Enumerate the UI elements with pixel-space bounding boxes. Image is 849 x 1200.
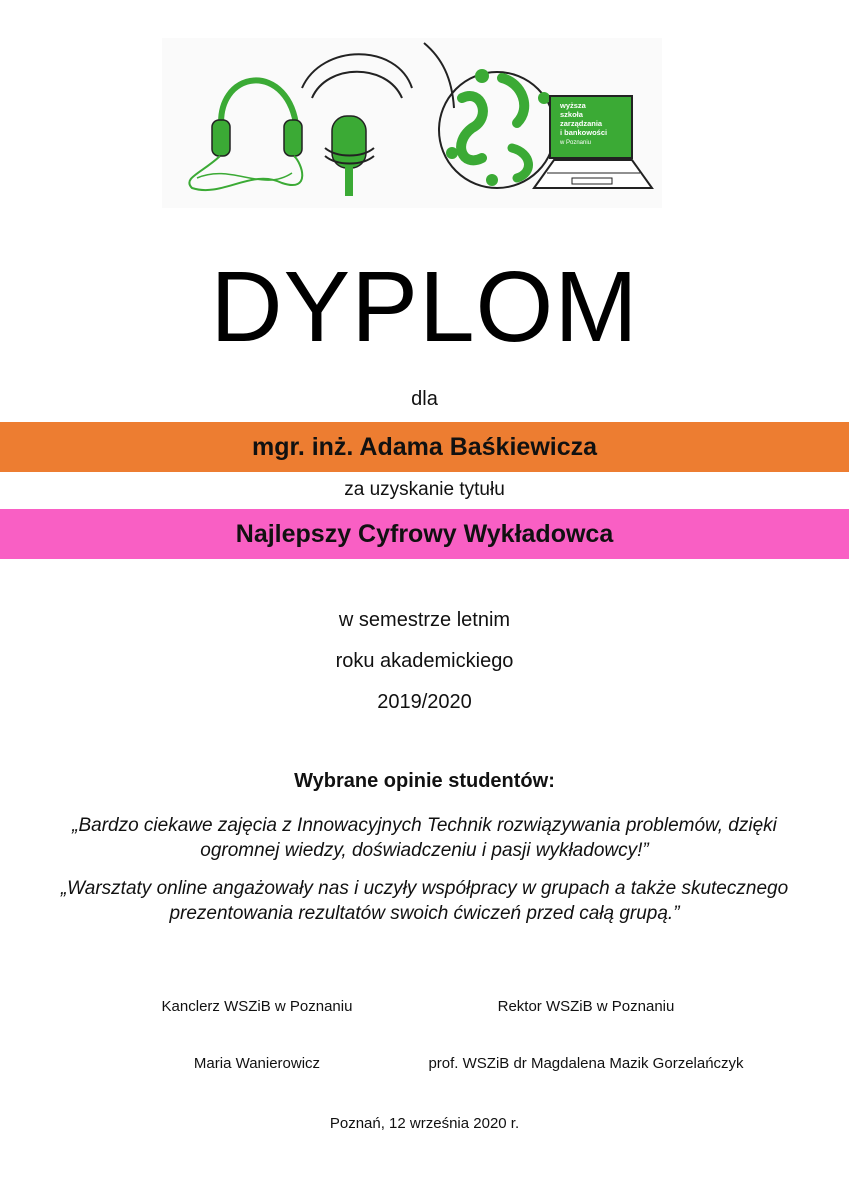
laptop-icon: [534, 96, 652, 188]
diploma-title: DYPLOM: [210, 251, 639, 363]
logo-text-line-2: szkoła: [560, 110, 583, 119]
recipient-band: [0, 422, 849, 472]
header-illustration: [162, 38, 662, 208]
for-title-label: za uzyskanie tytułu: [344, 479, 505, 500]
recipient-name: mgr. inż. Adama Baśkiewicza: [251, 432, 598, 461]
logo-text-line-1: wyższa: [560, 101, 586, 110]
award-title: Najlepszy Cyfrowy Wykładowca: [235, 519, 614, 548]
headphones-icon: [189, 80, 302, 190]
quote-2-line-2: prezentowania rezultatów swoich ćwiczeń przed całą grupą.”: [169, 903, 680, 924]
quote-1-line-1: „Bardzo ciekawe zajęcia z Innowacyjnych Technik rozwiązywania problemów, dzięki: [72, 815, 777, 836]
academic-year: 2019/2020: [377, 691, 472, 713]
header-illustration-svg: [162, 38, 662, 208]
logo-text-line-4: i bankowości: [560, 128, 608, 137]
globe-icon: [439, 69, 555, 188]
microphone-icon: [302, 43, 454, 196]
award-band: [0, 509, 849, 559]
signature-left-role: Kanclerz WSZiB w Poznaniu: [161, 998, 353, 1015]
quote-2-line-1: „Warsztaty online angażowały nas i uczyły współpracy w grupach a także skutecznego: [60, 878, 789, 899]
signature-left-name: Maria Wanierowicz: [193, 1055, 321, 1072]
logo-text-line-3: zarządzania: [560, 119, 603, 128]
place-date: Poznań, 12 września 2020 r.: [329, 1115, 520, 1132]
semester-line: w semestrze letnim: [338, 609, 511, 631]
academic-year-label: roku akademickiego: [335, 650, 514, 672]
for-label: dla: [411, 388, 438, 410]
logo-text-line-5: w Poznaniu: [560, 140, 592, 146]
opinions-heading: Wybrane opinie studentów:: [294, 770, 555, 792]
quote-1-line-2: ogromnej wiedzy, doświadczeniu i pasji wykładowcy!”: [200, 840, 649, 861]
signature-right-role: Rektor WSZiB w Poznaniu: [497, 998, 675, 1015]
signature-right-name: prof. WSZiB dr Magdalena Mazik Gorzelańczyk: [428, 1055, 744, 1072]
